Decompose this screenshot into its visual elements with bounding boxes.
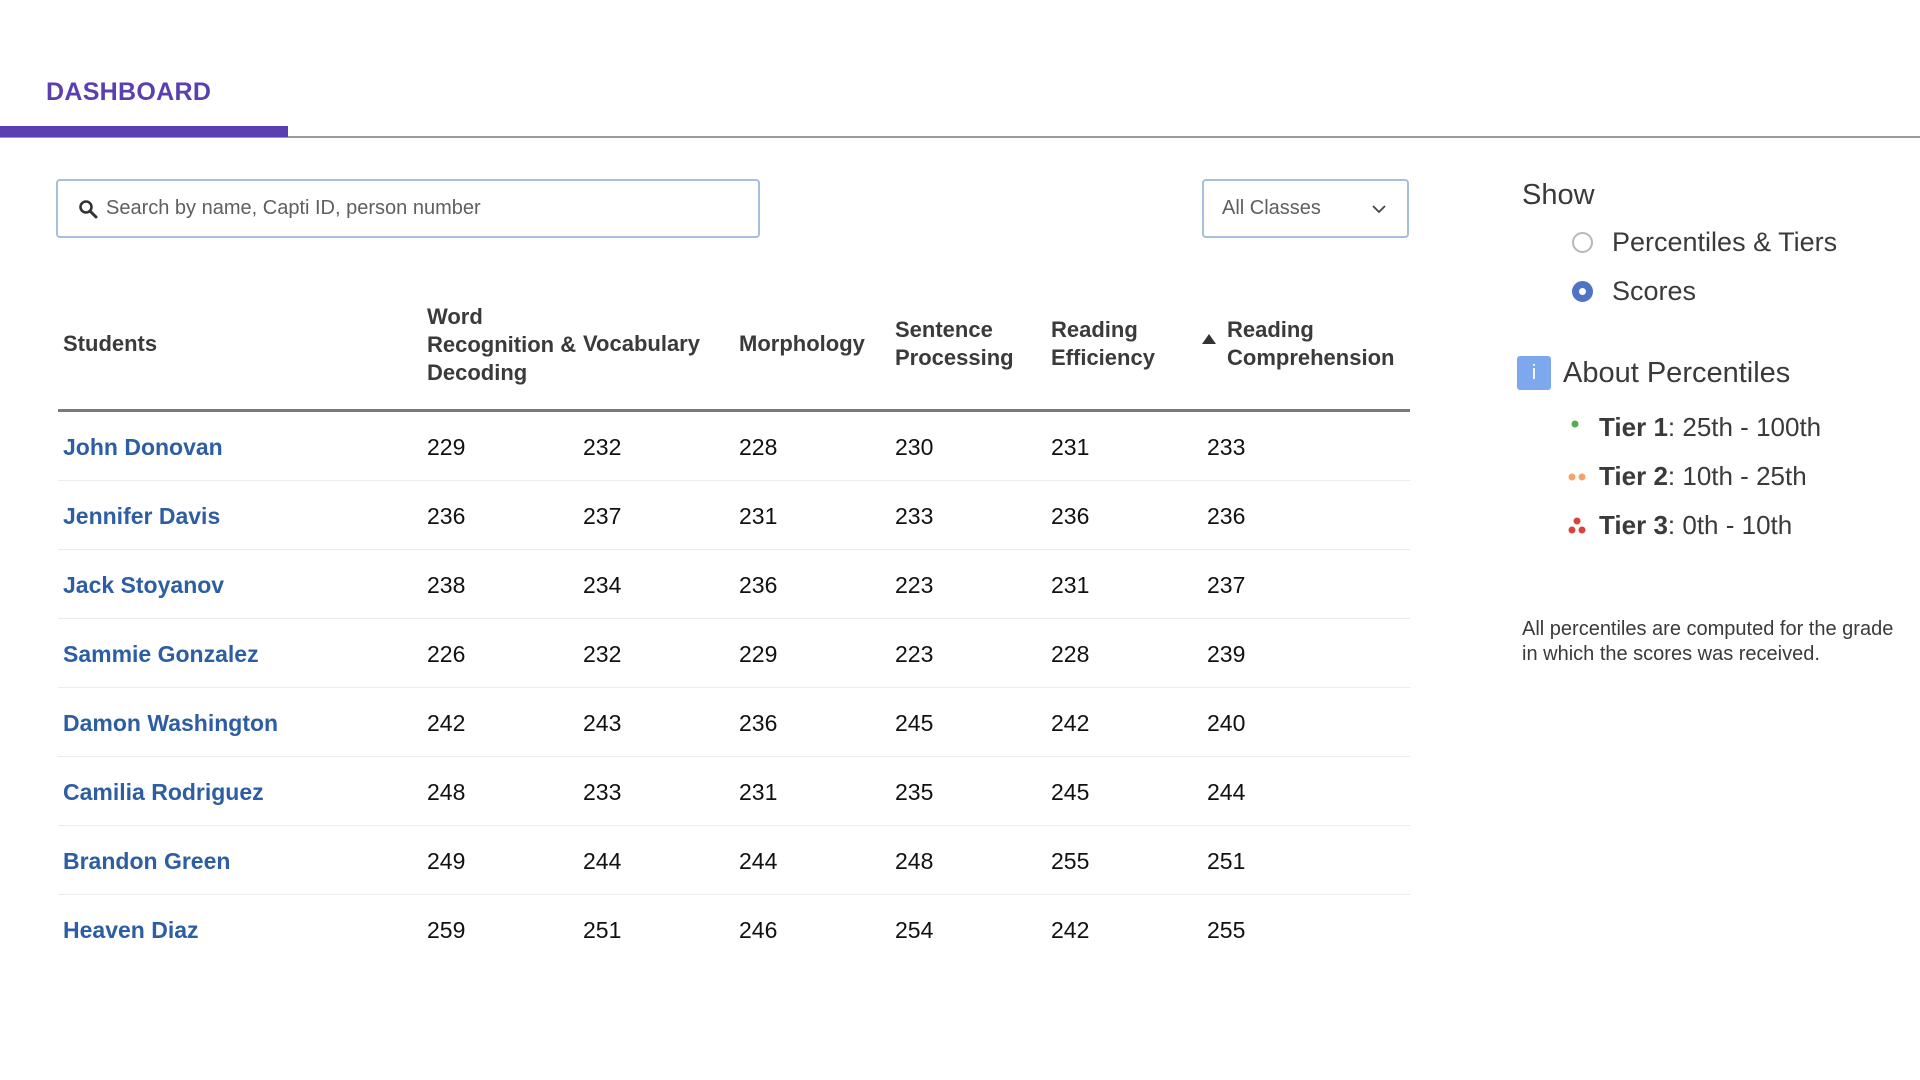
tier-1-legend bbox=[1567, 412, 1821, 443]
score-cell: 236 bbox=[1207, 503, 1246, 529]
search-input[interactable] bbox=[106, 197, 746, 220]
score-cell: 238 bbox=[427, 572, 466, 598]
score-cell: 244 bbox=[739, 848, 778, 874]
score-cell: 255 bbox=[1051, 848, 1090, 874]
score-cell: 223 bbox=[895, 641, 934, 667]
score-cell: 249 bbox=[427, 848, 466, 874]
class-filter-value: All Classes bbox=[1222, 197, 1321, 219]
score-cell: 232 bbox=[583, 641, 622, 667]
column-header-reading-comprehension[interactable]: Reading Comprehension bbox=[1227, 317, 1395, 370]
score-cell: 259 bbox=[427, 917, 466, 943]
search-icon bbox=[78, 199, 98, 219]
radio-button-checked[interactable] bbox=[1572, 281, 1593, 302]
score-cell: 245 bbox=[895, 710, 934, 736]
score-cell: 254 bbox=[895, 917, 934, 943]
tier-range: : 25th - 100th bbox=[1667, 412, 1822, 442]
tier-2-legend bbox=[1567, 461, 1807, 492]
column-header-reading-efficiency[interactable]: Reading Efficiency bbox=[1051, 317, 1155, 370]
tier-name: Tier 3 bbox=[1599, 510, 1668, 540]
tab-dashboard[interactable]: DASHBOARD bbox=[46, 78, 212, 106]
score-cell: 244 bbox=[583, 848, 622, 874]
score-cell: 229 bbox=[739, 641, 778, 667]
score-cell: 231 bbox=[1051, 434, 1090, 460]
score-cell: 229 bbox=[427, 434, 466, 460]
score-cell: 233 bbox=[1207, 434, 1246, 460]
radio-percentiles-tiers[interactable] bbox=[1572, 227, 1837, 258]
score-cell: 231 bbox=[739, 503, 778, 529]
table-row bbox=[58, 412, 1410, 481]
student-link[interactable]: Damon Washington bbox=[63, 710, 279, 736]
percentiles-note: All percentiles are computed for the grade in which the scores was received. bbox=[1522, 618, 1894, 665]
table-row bbox=[58, 895, 1410, 964]
student-link[interactable]: Heaven Diaz bbox=[63, 917, 199, 943]
score-cell: 244 bbox=[1207, 779, 1246, 805]
student-link[interactable]: Brandon Green bbox=[63, 848, 231, 874]
score-cell: 248 bbox=[895, 848, 934, 874]
score-cell: 233 bbox=[895, 503, 934, 529]
column-header-word-recognition[interactable]: Word Recognition & Decoding bbox=[427, 304, 577, 385]
score-cell: 246 bbox=[739, 917, 778, 943]
table-header bbox=[58, 298, 1410, 412]
score-cell: 255 bbox=[1207, 917, 1246, 943]
score-cell: 242 bbox=[1051, 710, 1090, 736]
score-cell: 242 bbox=[1051, 917, 1090, 943]
table-row bbox=[58, 757, 1410, 826]
radio-label: Scores bbox=[1612, 276, 1697, 306]
score-cell: 231 bbox=[739, 779, 778, 805]
tier-1-dot-icon bbox=[1567, 418, 1589, 438]
tier-range: : 10th - 25th bbox=[1667, 461, 1807, 491]
column-header-students[interactable]: Students bbox=[63, 331, 158, 356]
score-cell: 251 bbox=[583, 917, 622, 943]
score-cell: 232 bbox=[583, 434, 622, 460]
score-cell: 242 bbox=[427, 710, 466, 736]
score-cell: 237 bbox=[1207, 572, 1246, 598]
score-cell: 226 bbox=[427, 641, 466, 667]
student-link[interactable]: Jack Stoyanov bbox=[63, 572, 225, 598]
about-percentiles-title: About Percentiles bbox=[1563, 356, 1791, 389]
column-header-morphology[interactable]: Morphology bbox=[739, 331, 865, 356]
class-filter-select[interactable] bbox=[1202, 179, 1409, 238]
score-cell: 245 bbox=[1051, 779, 1090, 805]
column-header-vocabulary[interactable]: Vocabulary bbox=[583, 331, 700, 356]
score-cell: 231 bbox=[1051, 572, 1090, 598]
tier-name: Tier 1 bbox=[1599, 412, 1668, 442]
tier-3-dots-icon bbox=[1567, 516, 1589, 536]
radio-button-unchecked[interactable] bbox=[1572, 232, 1593, 253]
tier-range: : 0th - 10th bbox=[1667, 510, 1793, 540]
table-row bbox=[58, 619, 1410, 688]
show-panel-title: Show bbox=[1522, 179, 1595, 211]
table-row bbox=[58, 826, 1410, 895]
table-row bbox=[58, 550, 1410, 619]
column-header-sentence-processing[interactable]: Sentence Processing bbox=[895, 317, 1014, 370]
table-row bbox=[58, 688, 1410, 757]
table-row bbox=[58, 481, 1410, 550]
table-body bbox=[58, 412, 1410, 964]
chevron-down-icon bbox=[1371, 204, 1387, 214]
score-cell: 248 bbox=[427, 779, 466, 805]
score-cell: 251 bbox=[1207, 848, 1246, 874]
student-scores-table bbox=[58, 298, 1410, 964]
sort-ascending-icon[interactable] bbox=[1202, 334, 1216, 344]
score-cell: 233 bbox=[583, 779, 622, 805]
score-cell: 236 bbox=[427, 503, 466, 529]
score-cell: 239 bbox=[1207, 641, 1246, 667]
score-cell: 230 bbox=[895, 434, 934, 460]
score-cell: 235 bbox=[895, 779, 934, 805]
search-box[interactable] bbox=[56, 179, 760, 238]
about-percentiles-header bbox=[1517, 356, 1790, 390]
student-link[interactable]: John Donovan bbox=[63, 434, 223, 460]
tier-name: Tier 2 bbox=[1599, 461, 1668, 491]
score-cell: 234 bbox=[583, 572, 622, 598]
score-cell: 228 bbox=[739, 434, 778, 460]
tab-bar bbox=[0, 0, 1920, 138]
score-cell: 228 bbox=[1051, 641, 1090, 667]
score-cell: 223 bbox=[895, 572, 934, 598]
student-link[interactable]: Sammie Gonzalez bbox=[63, 641, 259, 667]
radio-scores[interactable] bbox=[1572, 276, 1696, 307]
score-cell: 236 bbox=[1051, 503, 1090, 529]
score-cell: 236 bbox=[739, 710, 778, 736]
radio-label: Percentiles & Tiers bbox=[1612, 227, 1838, 257]
score-cell: 240 bbox=[1207, 710, 1246, 736]
tier-2-dots-icon bbox=[1567, 467, 1589, 487]
student-link[interactable]: Jennifer Davis bbox=[63, 503, 221, 529]
score-cell: 243 bbox=[583, 710, 622, 736]
student-link[interactable]: Camilia Rodriguez bbox=[63, 779, 264, 805]
score-cell: 236 bbox=[739, 572, 778, 598]
tier-3-legend bbox=[1567, 510, 1792, 541]
info-icon: i bbox=[1517, 356, 1551, 390]
active-tab-indicator bbox=[0, 126, 288, 137]
score-cell: 237 bbox=[583, 503, 622, 529]
